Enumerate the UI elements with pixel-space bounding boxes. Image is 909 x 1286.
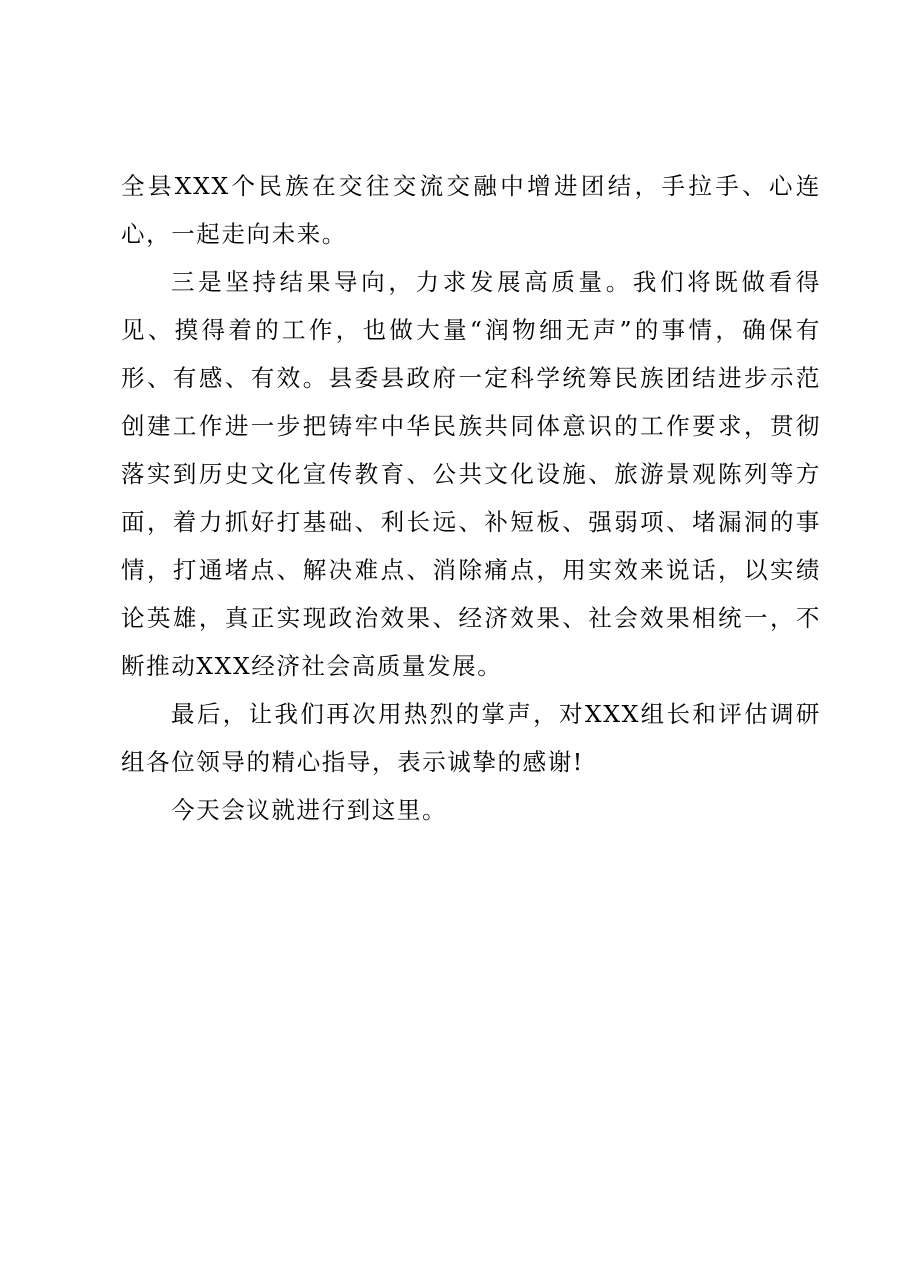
paragraph-point-three: 三是坚持结果导向，力求发展高质量。我们将既做看得见、摸得着的工作，也做大量“润物细无声”的事情，确保有形、有感、有效。县委县政府一定科学统筹民族团结进步示范创建工作进一步把铸牢中华民族共同体意识的工作要求，贯彻落实到历史文化宣传教育、公共文化设施、旅游景观陈列等方面，着力抓好打基础、利长远、补短板、强弱项、堵漏洞的事情，打通堵点、解决难点、消除痛点，用实效来说话，以实绩论英雄，真正实现政治效果、经济效果、社会效果相统一，不断推动XXX经济社会高质量发展。 xyxy=(121,268,821,680)
paragraph-meeting-end: 今天会议就进行到这里。 xyxy=(171,796,448,824)
paragraph-continuation: 全县XXX个民族在交往交流交融中增进团结，手拉手、心连心，一起走向未来。 xyxy=(121,172,821,248)
paragraph-closing-thanks: 最后，让我们再次用热烈的掌声，对XXX组长和评估调研组各位领导的精心指导，表示诚挚的感谢! xyxy=(121,700,821,776)
document-body xyxy=(121,162,821,834)
